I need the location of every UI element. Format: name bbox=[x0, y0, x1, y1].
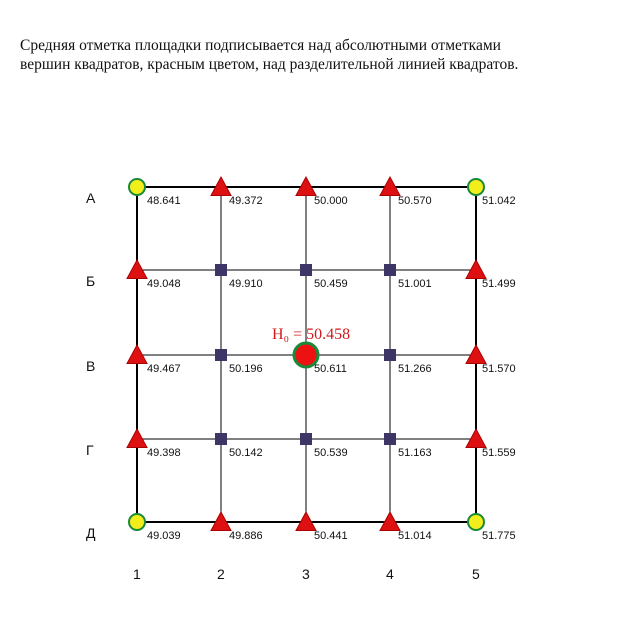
row-label: Д bbox=[86, 525, 96, 541]
elevation-value: 50.142 bbox=[229, 447, 263, 459]
caption-line-2: вершин квадратов, красным цветом, над разделительной линией квадратов. bbox=[20, 56, 519, 73]
column-label: 2 bbox=[217, 566, 225, 582]
elevation-value: 50.196 bbox=[229, 363, 263, 375]
caption-line-1: Средняя отметка площадки подписывается над абсолютными отметками bbox=[20, 37, 501, 54]
elevation-value: 49.910 bbox=[229, 278, 263, 290]
elevation-value: 51.266 bbox=[398, 363, 432, 375]
edge-point-marker bbox=[127, 345, 147, 364]
elevation-value: 50.441 bbox=[314, 530, 348, 542]
edge-point-marker bbox=[466, 345, 486, 364]
edge-point-marker bbox=[466, 260, 486, 279]
edge-point-marker bbox=[466, 429, 486, 448]
corner-point-marker bbox=[129, 179, 145, 195]
row-label: Г bbox=[86, 442, 94, 458]
elevation-value: 51.559 bbox=[482, 447, 516, 459]
corner-point-marker bbox=[129, 514, 145, 530]
inner-point-marker bbox=[384, 433, 396, 445]
elevation-value: 50.459 bbox=[314, 278, 348, 290]
elevation-value: 50.539 bbox=[314, 447, 348, 459]
elevation-value: 51.775 bbox=[482, 530, 516, 542]
edge-point-marker bbox=[127, 260, 147, 279]
elevation-value: 49.039 bbox=[147, 530, 181, 542]
elevation-value: 51.499 bbox=[482, 278, 516, 290]
column-label: 1 bbox=[133, 566, 141, 582]
elevation-value: 51.001 bbox=[398, 278, 432, 290]
elevation-labels bbox=[147, 195, 516, 542]
corner-point-marker bbox=[468, 179, 484, 195]
elevation-value: 51.570 bbox=[482, 363, 516, 375]
elevation-value: 49.467 bbox=[147, 363, 181, 375]
column-label: 4 bbox=[386, 566, 394, 582]
column-label: 5 bbox=[472, 566, 480, 582]
elevation-value: 48.641 bbox=[147, 195, 181, 207]
column-label: 3 bbox=[302, 566, 310, 582]
row-label: В bbox=[86, 358, 96, 374]
inner-point-marker bbox=[215, 349, 227, 361]
row-label: А bbox=[86, 190, 96, 206]
elevation-value: 49.398 bbox=[147, 447, 181, 459]
elevation-value: 49.372 bbox=[229, 195, 263, 207]
inner-point-marker bbox=[384, 349, 396, 361]
inner-point-marker bbox=[384, 264, 396, 276]
elevation-value: 50.570 bbox=[398, 195, 432, 207]
elevation-value: 51.042 bbox=[482, 195, 516, 207]
inner-point-marker bbox=[215, 433, 227, 445]
elevation-value: 50.611 bbox=[314, 363, 347, 375]
inner-point-marker bbox=[300, 264, 312, 276]
corner-point-marker bbox=[468, 514, 484, 530]
mean-elevation-label: H₀ = 50.458 bbox=[272, 326, 351, 343]
inner-point-marker bbox=[215, 264, 227, 276]
edge-point-marker bbox=[127, 429, 147, 448]
inner-point-marker bbox=[300, 433, 312, 445]
elevation-value: 51.014 bbox=[398, 530, 432, 542]
elevation-value: 50.000 bbox=[314, 195, 348, 207]
elevation-value: 51.163 bbox=[398, 447, 432, 459]
elevation-value: 49.048 bbox=[147, 278, 181, 290]
elevation-value: 49.886 bbox=[229, 530, 263, 542]
row-label: Б bbox=[86, 273, 96, 289]
